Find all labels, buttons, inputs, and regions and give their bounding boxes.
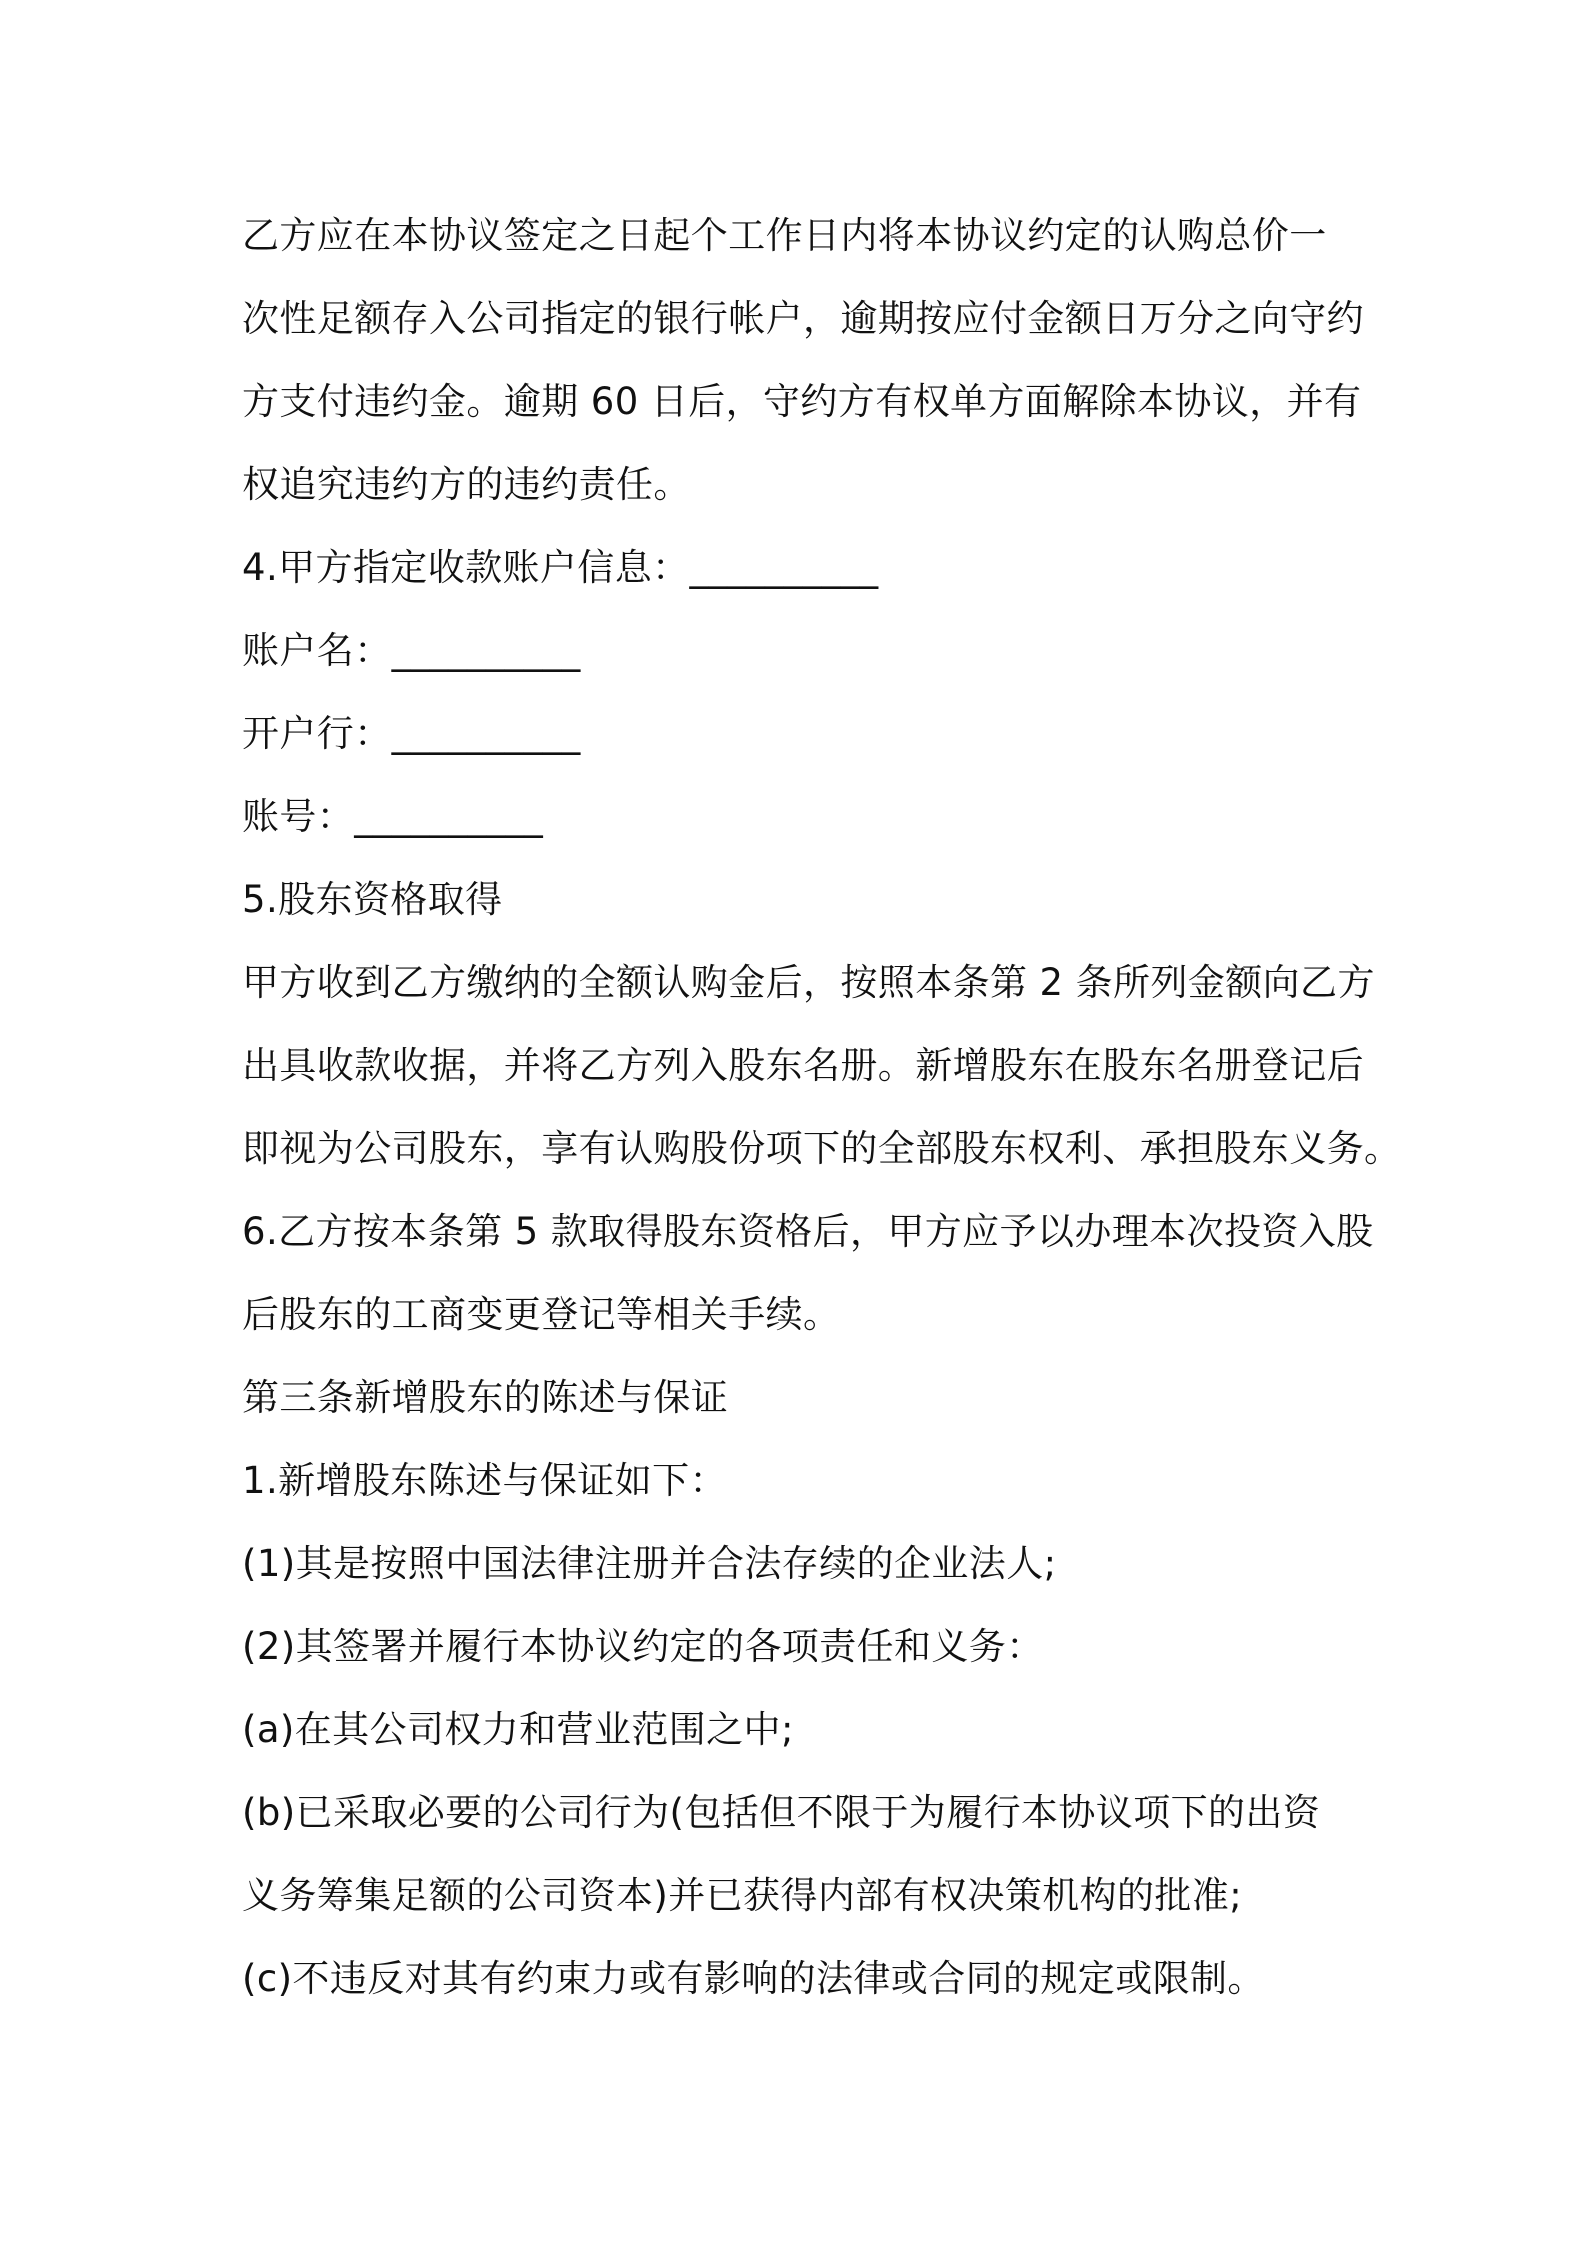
list-item: (b)已采取必要的公司行为(包括但不限于为履行本协议项下的出资 [242,1791,1321,1834]
paragraph-line: 权追究违约方的违约责任。 [242,463,691,506]
list-item: (2)其签署并履行本协议约定的各项责任和义务： [242,1625,1044,1668]
bank-name-field: 开户行：__________ [242,712,581,755]
article-heading: 第三条新增股东的陈述与保证 [242,1376,729,1419]
section-heading: 1.新增股东陈述与保证如下： [242,1459,727,1502]
paragraph-line: 出具收款收据，并将乙方列入股东名册。新增股东在股东名册登记后 [242,1044,1364,1087]
paragraph-line: 即视为公司股东，享有认购股份项下的全部股东权利、承担股东义务。 [242,1127,1402,1170]
paragraph-line: 甲方收到乙方缴纳的全额认购金后，按照本条第 2 条所列金额向乙方 [242,961,1375,1004]
paragraph-line: 方支付违约金。逾期 60 日后，守约方有权单方面解除本协议，并有 [242,380,1362,423]
section-heading: 5.股东资格取得 [242,878,503,921]
paragraph-line: 乙方应在本协议签定之日起个工作日内将本协议约定的认购总价一 [242,214,1327,257]
paragraph-line: 后股东的工商变更登记等相关手续。 [242,1293,841,1336]
account-number-field: 账号：__________ [242,795,544,838]
list-item-continuation: 义务筹集足额的公司资本)并已获得内部有权决策机构的批准; [242,1874,1243,1917]
list-item: (1)其是按照中国法律注册并合法存续的企业法人; [242,1542,1057,1585]
section-heading: 4.甲方指定收款账户信息：__________ [242,546,879,589]
paragraph-line: 次性足额存入公司指定的银行帐户，逾期按应付金额日万分之向守约 [242,297,1364,340]
paragraph-line: 6.乙方按本条第 5 款取得股东资格后，甲方应予以办理本次投资入股 [242,1210,1374,1253]
list-item: (a)在其公司权力和营业范围之中; [242,1708,794,1751]
list-item: (c)不违反对其有约束力或有影响的法律或合同的规定或限制。 [242,1957,1265,2000]
account-name-field: 账户名：__________ [242,629,581,672]
document-body [242,194,1402,2020]
